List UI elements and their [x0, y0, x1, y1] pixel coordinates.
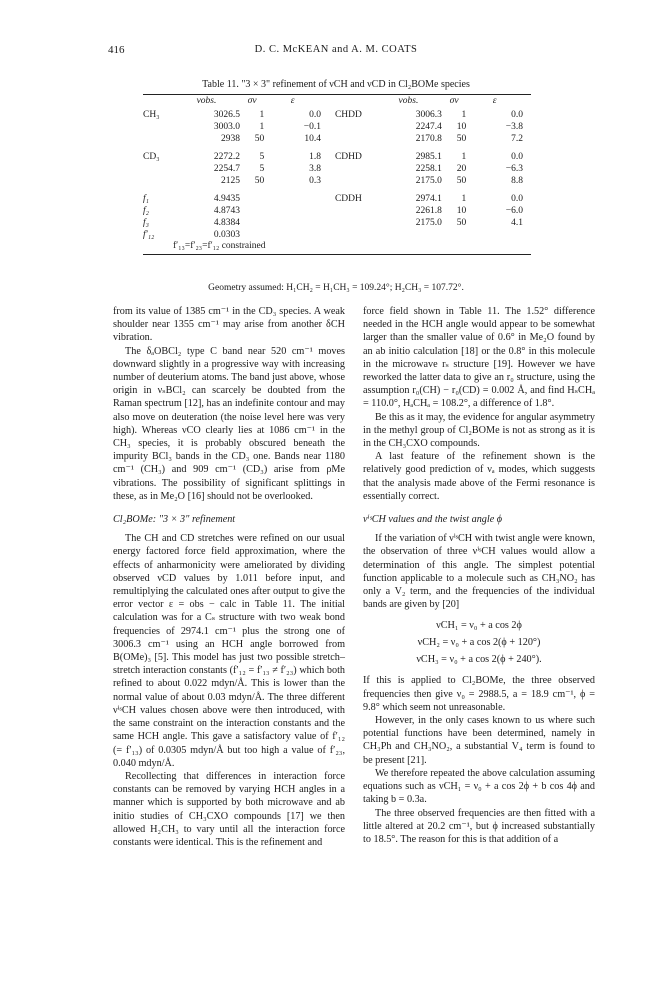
table-cell: 0.0 [511, 152, 523, 162]
table-cell: f′₁₂ [143, 230, 155, 240]
table-cell: −6.3 [505, 164, 523, 174]
table-cell: 8.8 [511, 176, 523, 186]
table-row [143, 175, 531, 187]
table-cell [264, 229, 329, 241]
page-number: 416 [108, 44, 125, 56]
table-header-cell: σν [247, 96, 257, 106]
table-header-cell: ε [290, 96, 295, 106]
table-cell: 2175.0 [415, 176, 442, 186]
table-cell: 0.0 [511, 110, 523, 120]
left-column [113, 305, 345, 849]
table-cell: −3.8 [505, 122, 523, 132]
table-cell: 50 [254, 134, 265, 144]
table-cell: 4.8743 [213, 206, 240, 216]
paragraph: The δₐOBCl₂ type C band near 520 cm⁻¹ moves downward slightly in a progressive way with increasing number of deuterium atoms. The band just above, whose origin in νₛBCl₂ can scarcely be doubted from the Raman spectrum [12], has an indefinite contour and may also move on deuteration (the noise level here was very high). Whereas νCO clearly lies at 1086 cm⁻¹ in the CH₃ species, it is probably obscured beneath the impurity BCl₃ bands in the CD₃ one. Bands near 1180 cm⁻¹ (CH₃) and 909 cm⁻¹ (CD₃) arise from ρMe vibrations. The possibility of significant splittings in these, as in Me₂O [16] should not be overlooked. [113, 345, 345, 502]
running-head: D. C. McKEAN and A. M. COATS [254, 44, 418, 55]
table-cell: 2254.7 [213, 164, 240, 174]
geometry-note: Geometry assumed: H₁CH₂ = H₁CH₃ = 109.24°; H₂CH₃ = 107.72°. [208, 283, 464, 293]
table-cell: 2938 [220, 134, 240, 144]
table-cell: 1 [461, 194, 467, 204]
table-cell [329, 121, 375, 133]
table-cell: 2175.0 [415, 218, 442, 228]
table-cell [264, 217, 329, 229]
paragraph: Recollecting that differences in interaction force constants can be removed by varying HCH angles in a manner which is supported by both microwave and ab initio studies of CH₃CXO compounds [17] we then allowed H₂CH₃ to vary until all the interaction force constants were identical. This is the refinement and [113, 770, 345, 848]
table-cell [329, 217, 375, 229]
paragraph: from its value of 1385 cm⁻¹ in the CD₃ species. A weak shoulder near 1355 cm⁻¹ may arise from another δCH vibration. [113, 306, 345, 344]
table-header-cell: ε [492, 96, 497, 106]
paragraph: We therefore repeated the above calculation assuming equations such as νCH₁ = ν₀ + a cos 2ϕ + b cos 4ϕ and taking b = 0.3a. [363, 767, 595, 806]
table-cell: 10.4 [304, 134, 321, 144]
table-cell: 1 [259, 122, 265, 132]
table-cell: 20 [456, 164, 467, 174]
table-cell: 5 [259, 152, 265, 162]
table-cell [442, 229, 466, 241]
table-cell: 50 [456, 218, 467, 228]
table-cell: 3003.0 [213, 122, 240, 132]
table-cell: −0.1 [303, 122, 321, 132]
table-header-row [143, 95, 531, 109]
table-cell: 2170.8 [415, 134, 442, 144]
table-cell: 7.2 [511, 134, 523, 144]
table-cell [143, 121, 173, 133]
equation-line: νCH₁ = ν₀ + a cos 2ϕ [436, 620, 522, 632]
table-header-cell [329, 95, 375, 109]
paragraph: The three observed frequencies are then fitted with a little altered at 20.2 cm⁻¹, but ϕ increased substantially to 18.5°. The reason for this is that addition of a [363, 807, 595, 845]
table-caption: Table 11. "3 × 3" refinement of νCH and νCD in Cl₂BOMe species [202, 79, 470, 90]
table-row [143, 109, 531, 121]
table-cell: 0.0 [309, 110, 321, 120]
table-cell: 3026.5 [213, 110, 240, 120]
table-row [143, 121, 531, 133]
table-cell [143, 133, 173, 145]
table-row [143, 163, 531, 175]
table-grid [143, 95, 531, 241]
paragraph: force field shown in Table 11. The 1.52° difference needed in the HCH angle would appear to be somewhat larger than the smaller value of 0.6° in Me₂O found by an ab initio calculation [18] or the 0.8° in this molecule in the microwave rₛ structure [19]. However we have reworked the latter data to give an r₀ structure, using the assumption r₀(CH) − r₀(CD) = 0.002 Å, and find HₛCHₐ = 110.0°, HₐCHₐ = 108.2°, a difference of 1.8°. [363, 306, 595, 410]
table-cell: 50 [456, 176, 467, 186]
table-cell [329, 229, 375, 241]
section-heading: Cl₂BOMe: "3 × 3" refinement [113, 514, 236, 526]
table-cell: CH₃ [143, 110, 160, 120]
equation-block [363, 617, 595, 668]
table-cell: 1.8 [309, 152, 321, 162]
table-cell [264, 205, 329, 217]
table-cell [329, 163, 375, 175]
table-cell: CHDD [334, 110, 362, 120]
table-cell: 0.0303 [213, 230, 240, 240]
table-row [143, 133, 531, 145]
table-cell: f₂ [143, 206, 149, 216]
table-row [143, 193, 531, 205]
table-cell [240, 205, 264, 217]
table-cell: 10 [456, 122, 467, 132]
table-cell [240, 193, 264, 205]
table-cell: 3.8 [309, 164, 321, 174]
table-cell: 4.1 [511, 218, 523, 228]
table-cell: 1 [259, 110, 265, 120]
table-row [143, 217, 531, 229]
table-cell: 1 [461, 152, 467, 162]
right-column [363, 305, 595, 846]
table-header-cell: νobs. [196, 96, 217, 106]
paragraph: A last feature of the refinement shown is the relatively good prediction of νₐ modes, which suggests that the analysis made above of the Fermi resonance is essentially correct. [363, 451, 595, 502]
table-header-cell [143, 95, 173, 109]
table-cell: 1 [461, 110, 467, 120]
table-cell: 2272.2 [213, 152, 240, 162]
table-cell: CDDH [334, 194, 362, 204]
paragraph: However, in the only cases known to us where such potential functions have been determined, namely in CH₃Ph and CH₃NO₂, a substantial V₄ term is found to be present [21]. [363, 715, 595, 766]
table-cell [143, 163, 173, 175]
paragraph: If the variation of νⁱˢCH with twist angle were known, the observation of three νⁱˢCH values would allow a determination of this angle. The simplest potential function applicable to a molecule such as CH₃NO₂ has only a V₂ term, and the frequencies of the individual bands are given by [20] [363, 533, 595, 611]
table-cell: 2261.8 [415, 206, 442, 216]
table-cell: 2125 [220, 176, 240, 186]
table-cell: 4.8384 [213, 218, 240, 228]
equation-line: νCH₃ = ν₀ + a cos 2(ϕ + 240°). [416, 654, 542, 666]
data-table [143, 94, 531, 255]
table-cell: 50 [456, 134, 467, 144]
table-header-cell: σν [449, 96, 459, 106]
table-cell [143, 175, 173, 187]
table-cell: f₁ [143, 194, 149, 204]
table-row [143, 151, 531, 163]
table-cell: −6.0 [505, 206, 523, 216]
table-cell: CDHD [334, 152, 362, 162]
table-cell: 2985.1 [415, 152, 442, 162]
table-row [143, 205, 531, 217]
table-cell: 5 [259, 164, 265, 174]
table-header-cell: νobs. [398, 96, 419, 106]
section-heading: νⁱˢCH values and the twist angle ϕ [363, 514, 503, 526]
table-cell [466, 229, 531, 241]
constraint-note: f′₁₃=f′₂₃=f′₁₂ constrained [173, 241, 266, 251]
table-cell: 50 [254, 176, 265, 186]
table-cell: 2974.1 [415, 194, 442, 204]
table-bottom-rule [143, 254, 531, 255]
table-cell: 2247.4 [415, 122, 442, 132]
table-cell: 2258.1 [415, 164, 442, 174]
table-cell: 10 [456, 206, 467, 216]
table-row [143, 229, 531, 241]
table-cell: 0.3 [309, 176, 321, 186]
table-cell: 0.0 [511, 194, 523, 204]
table-cell [329, 205, 375, 217]
table-cell [329, 175, 375, 187]
table-cell [375, 229, 442, 241]
paragraph: The CH and CD stretches were refined on our usual energy factored force field approximation, where the effects of anharmonicity were ameliorated by dividing observed νCD values by 1.011 before input, and remultiplying the calculated ones after output to give the error vector ε = obs − calc in Table 11. The initial calculation was for a Cₛ structure with two weak bond frequencies of 2974.1 cm⁻¹ plus the strong one of 3006.3 cm⁻¹ using an HCH angle borrowed from B(OMe)₃ [5]. This model has just two possible stretch–stretch interaction constants (f′₁₂ = f′₁₃ ≠ f′₂₃) which both refined to about 0.022 mdyn/Å. This is lower than the normal value of about 0.03 mdyn/Å. The three different νⁱˢCH values chosen above were then introduced, with the same constraint on the interaction constants and the same HCH angle. This gave a satisfactory value of f′₁₂ (= f′₁₃) of 0.0305 mdyn/Å but too high a value of f′₂₃, 0.040 mdyn/Å. [113, 533, 345, 769]
table-cell: CD₃ [143, 152, 160, 162]
table-cell: 3006.3 [415, 110, 442, 120]
table-cell [240, 217, 264, 229]
table-cell [240, 229, 264, 241]
paragraph: If this is applied to Cl₂BOMe, the three observed frequencies then give ν₀ = 2988.5, a = 18.9 cm⁻¹, ϕ = 9.8° which seem not unreasonable. [363, 675, 595, 713]
table-cell [264, 193, 329, 205]
paragraph: Be this as it may, the evidence for angular asymmetry in the methyl group of Cl₂BOMe is not as strong as it is in the CH₃CXO compounds. [363, 411, 595, 450]
table-cell: 4.9435 [213, 194, 240, 204]
table-cell: f₃ [143, 218, 149, 228]
equation-line: νCH₂ = ν₀ + a cos 2(ϕ + 120°) [417, 637, 541, 649]
table-cell [329, 133, 375, 145]
